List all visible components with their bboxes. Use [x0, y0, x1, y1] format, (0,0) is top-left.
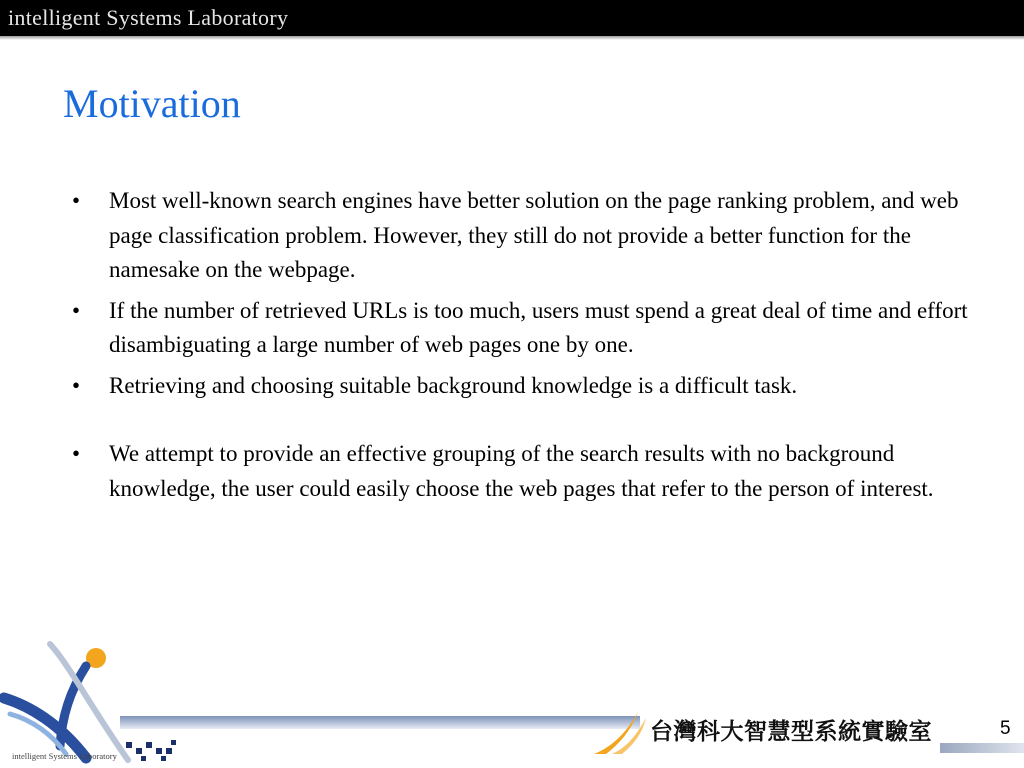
bullet-item	[70, 437, 970, 506]
bullet-text: Retrieving and choosing suitable background knowledge is a difficult task.	[109, 372, 798, 398]
organization-name: 台灣科大智慧型系統實驗室	[650, 718, 932, 745]
logo-caption: intelligent Systems Laboratory	[12, 751, 117, 761]
bullet-list	[70, 184, 970, 512]
footer-divider	[120, 716, 640, 729]
bullet-item	[70, 369, 970, 404]
lab-name: intelligent Systems Laboratory	[8, 5, 289, 30]
page-number: 5	[1000, 718, 1011, 739]
bullet-text: If the number of retrieved URLs is too much, users must spend a great deal of time and effort disambiguating a large number of web pages one by one.	[109, 297, 968, 357]
swoosh-icon	[592, 708, 650, 756]
bullet-item	[70, 184, 970, 288]
header-bar	[0, 0, 1024, 36]
bullet-item	[70, 294, 970, 363]
bullet-text: Most well-known search engines have better solution on the page ranking problem, and web page classification problem. However, they still do not provide a better function for the namesake on the webpage.	[109, 188, 959, 282]
footer-divider-right	[940, 743, 1024, 753]
bullet-marker: •	[72, 372, 81, 398]
slide-title: Motivation	[63, 81, 241, 126]
lab-logo-icon	[0, 636, 190, 768]
bullet-text: We attempt to provide an effective grouping of the search results with no background knowledge, the user could easily choose the web pages that refer to the person of interest.	[109, 441, 934, 501]
bullet-marker: •	[72, 297, 81, 323]
bullet-marker: •	[72, 441, 81, 466]
bullet-marker: •	[72, 188, 81, 213]
